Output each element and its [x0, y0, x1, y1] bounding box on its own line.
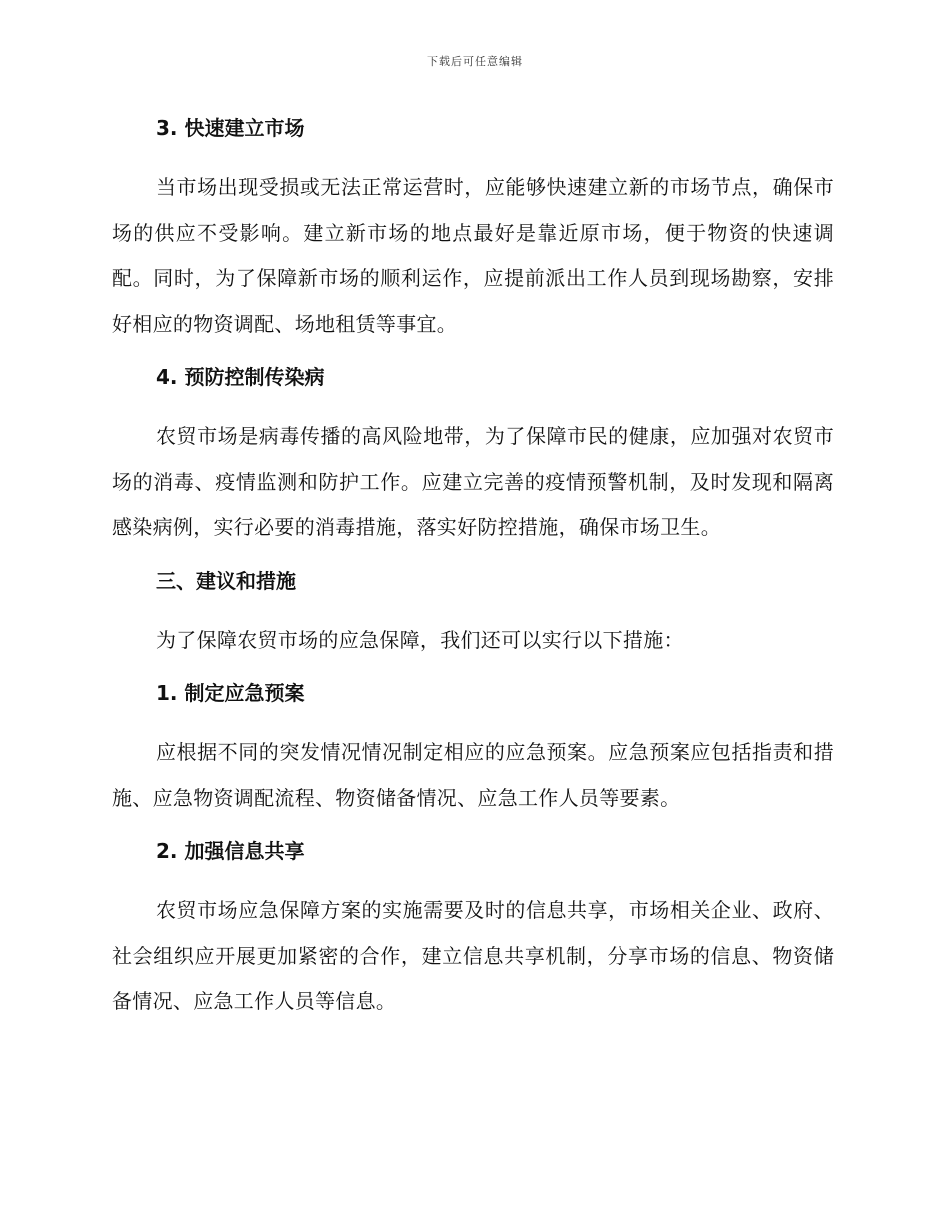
section-heading-quick-market: 3. 快速建立市场	[156, 116, 305, 140]
document-body	[112, 112, 834, 1039]
section-heading-disease-control: 4. 预防控制传染病	[156, 365, 325, 389]
section-heading-suggestions: 三、建议和措施	[156, 568, 296, 593]
section-paragraph-quick-market: 当市场出现受损或无法正常运营时，应能够快速建立新的市场节点，确保市场的供应不受影响。建立新市场的地点最好是靠近原市场，便于物资的快速调配。同时，为了保障新市场的顺利运作，应提前派出工作人员到现场勘察，安排好相应的物资调配、场地租赁等事宜。	[112, 175, 834, 336]
section-heading-info-sharing: 2. 加强信息共享	[156, 839, 305, 863]
section-paragraph-emergency-plan: 应根据不同的突发情况情况制定相应的应急预案。应急预案应包括指责和措施、应急物资调配流程、物资储备情况、应急工作人员等要素。	[112, 740, 834, 810]
section-heading-emergency-plan: 1. 制定应急预案	[156, 681, 305, 705]
section-paragraph-disease-control: 农贸市场是病毒传播的高风险地带，为了保障市民的健康，应加强对农贸市场的消毒、疫情监测和防护工作。应建立完善的疫情预警机制，及时发现和隔离感染病例，实行必要的消毒措施，落实好防控措施，确保市场卫生。	[112, 424, 834, 539]
running-header: 下载后可任意编辑	[427, 55, 523, 68]
section-paragraph-suggestions: 为了保障农贸市场的应急保障，我们还可以实行以下措施：	[156, 627, 684, 652]
section-paragraph-info-sharing: 农贸市场应急保障方案的实施需要及时的信息共享，市场相关企业、政府、社会组织应开展更加紧密的合作，建立信息共享机制，分享市场的信息、物资储备情况、应急工作人员等信息。	[112, 898, 834, 1013]
